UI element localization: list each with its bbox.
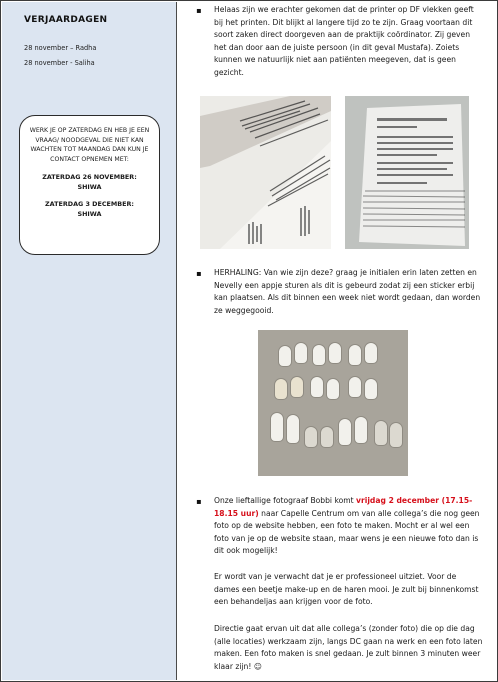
main-content (195, 0, 485, 682)
shoe (294, 342, 308, 364)
printed-page-photo-graphic (345, 96, 469, 249)
attendance-paragraph: Directie gaat ervan uit dat alle collega’s (zonder foto) die op die dag (alle locaties) werkzaam zijn, langs DC gaan na werk en een foto laten maken. Een foto maken is snel gedaan. Je zult binnen 3 minuten weer klaar zijn! ☺ (214, 624, 483, 671)
birthday-item: 28 november – Radha (24, 44, 97, 52)
printed-page-photo (200, 96, 331, 249)
dress-code-paragraph: Er wordt van je verwacht dat je er professioneel uitziet. Voor de dames een beetje make-up en de haren mooi. Je zult bij binnenkomst een behandeljas aan krijgen voor de foto. (214, 572, 479, 607)
bullet-icon: ▪ (196, 6, 202, 15)
shoe (389, 422, 403, 448)
notice-text: WERK JE OP ZATERDAG EN HEB JE EEN VRAAG/ NOODGEVAL DIE NIET KAN WACHTEN TOT MAANDAG DAN KUN JE CONTACT OPNEMEN MET: (29, 127, 150, 163)
birthdays-heading: VERJAARDAGEN (24, 15, 108, 25)
shoes-paragraph: HERHALING: Van wie zijn deze? graag je initialen erin laten zetten en Nevelly een appje sturen als dit is gebeurd zodat zij een sticker erbij kan plaatsen. Als dit binnen een week niet wordt gedaan, dan worden ze weggegooid. (214, 268, 481, 315)
shoe (290, 376, 304, 398)
bullet-icon: ▪ (196, 497, 202, 506)
shoe (312, 344, 326, 366)
photographer-details: naar Capelle Centrum om van alle collega’s die nog geen foto op de website hebben, een foto te maken. Mocht er al wel een foto van je op de website staan, maar wens je een nieuwe foto dan is dit ook mogelijk! (214, 508, 480, 556)
shoe (286, 414, 300, 444)
shoe (326, 378, 340, 400)
shoe (348, 344, 362, 366)
printed-page-photo (345, 96, 469, 249)
birthday-item: 28 november - Saliha (24, 59, 95, 67)
notice-date: ZATERDAG 26 NOVEMBER: (42, 173, 137, 182)
shoe (304, 426, 318, 448)
photographer-paragraph (214, 495, 484, 558)
shoe (310, 376, 324, 398)
shoe (374, 420, 388, 446)
shoe (270, 412, 284, 442)
notice-contact-name: SHIWA (77, 182, 102, 191)
shoe (338, 418, 352, 446)
shoe (348, 376, 362, 398)
printed-page-photo-graphic (200, 96, 331, 249)
photographer-intro: Onze lieftallige fotograaf Bobbi komt (214, 496, 354, 505)
printer-paragraph: Helaas zijn we erachter gekomen dat de printer op DF vlekken geeft bij het printen. Dit blijkt al langere tijd zo te zijn. Graag voortaan dit soort zaken direct doorgeven aan de praktijk coördinator. Zij geven het dan door aan de juiste persoon (in dit geval Mustafa). Zoiets kunnen we natuurlijk niet aan patiënten meegeven, dat is geen gezicht. (214, 5, 474, 77)
shoe (278, 345, 292, 367)
notice-contact-name: SHIWA (77, 209, 102, 218)
shoe (320, 426, 334, 448)
photographer-date-highlight: vrijdag 2 december (17.15-18.15 uur) (214, 496, 473, 518)
notice-date: ZATERDAG 3 DECEMBER: (45, 200, 134, 209)
shoe (364, 378, 378, 400)
shoe (328, 342, 342, 364)
saturday-contact-notice (19, 115, 160, 255)
shoe (354, 416, 368, 444)
sidebar (2, 2, 177, 680)
bullet-icon: ▪ (196, 269, 202, 278)
shoe (274, 378, 288, 400)
shoe (364, 342, 378, 364)
lost-shoes-photo (258, 330, 408, 476)
